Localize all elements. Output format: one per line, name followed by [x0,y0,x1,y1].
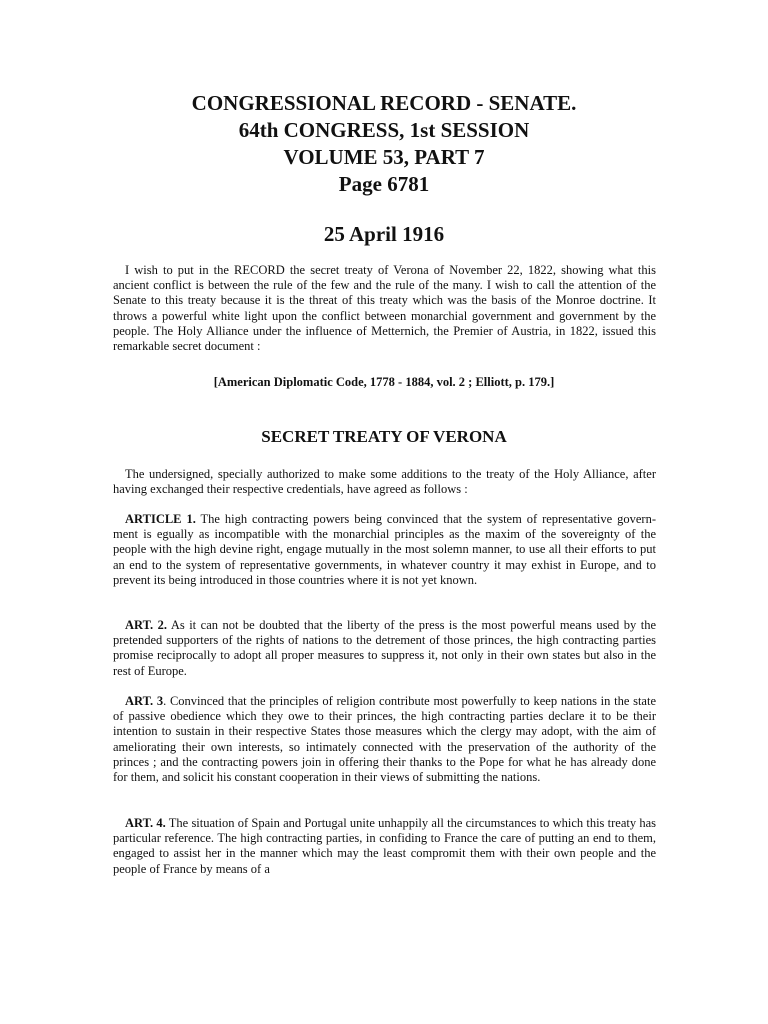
record-date: 25 April 1916 [323,222,445,246]
article-4-text: The situation of Spain and Portugal unite unhappily all the circumstances to which this treaty has particular reference. The high contracting parties, in confiding to France the care of putting an end to them, engaged to assist her in the manner which may the least compromit them with their own people and the people of France by means of a [113,816,656,876]
header-line-volume: VOLUME 53, PART 7 [283,145,485,169]
citation: [American Diplomatic Code, 1778 - 1884, vol. 2 ; Elliott, p. 179.] [213,375,555,389]
header-line-publication: CONGRESSIONAL RECORD - SENATE. [191,91,577,115]
preamble-paragraph: The undersigned, specially authorized to make some additions to the treaty of the Holy Alliance, after having exchanged their respective credentials, have agreed as follows : [113,467,656,497]
article-2-label: ART. 2. [125,618,168,632]
article-4-paragraph [113,816,656,877]
header-line-congress: 64th CONGRESS, 1st SESSION [238,118,530,142]
article-3-paragraph [113,694,656,785]
article-1-label: ARTICLE 1. [125,512,196,526]
article-1-paragraph [113,512,656,588]
intro-paragraph: I wish to put in the RECORD the secret treaty of Verona of November 22, 1822, showing what this ancient conflict is between the rule of the few and the rule of the many. I wish to call the attention of the Senate to this treaty because it is the threat of this treaty which was the basis of the Monroe doctrine. It throws a powerful white light upon the conflict between monarchial government and government by the people. The Holy Alliance under the influence of Metternich, the Premier of Austria, in 1822, issued this remarkable secret document : [113,263,656,354]
article-2-paragraph [113,618,656,679]
record-header [0,90,768,198]
article-1-text: The high contracting powers being convinced that the system of representative govern- ment is egually as incompatible with the monarchial principles as the maxim of the sovereignty of the people with the high devine right, engage mutually in the most solemn manner, to use all their efforts to put an end to the system of representative governments, in whatever country it may exhist in Europe, and to prevent its being introduced in those countries where it is not yet known. [113,512,656,587]
header-line-page: Page 6781 [338,172,430,196]
treaty-title: SECRET TREATY OF VERONA [261,427,507,446]
article-3-text: . Convinced that the principles of religion contribute most powerfully to keep nations in the state of passive obedience which they owe to their princes, the high contracting parties declare it to be their intention to sustain in their respective States those measures which the clergy may adopt, with the aim of ameliorating their own interests, so intimately connected with the preservation of the authority of the princes ; and the contracting powers join in offering their thanks to the Pope for what he has already done for them, and solicit his constant cooperation in their views of submitting the nations. [113,694,656,785]
article-4-label: ART. 4. [125,816,166,830]
article-3-label: ART. 3 [125,694,164,708]
article-2-text: As it can not be doubted that the liberty of the press is the most powerful means used by the pretended supporters of the rights of nations to the detrement of those princes, the high contracting parties promise reciprocally to adopt all proper measures to suppress it, not only in their own states but also in the rest of Europe. [113,618,657,678]
